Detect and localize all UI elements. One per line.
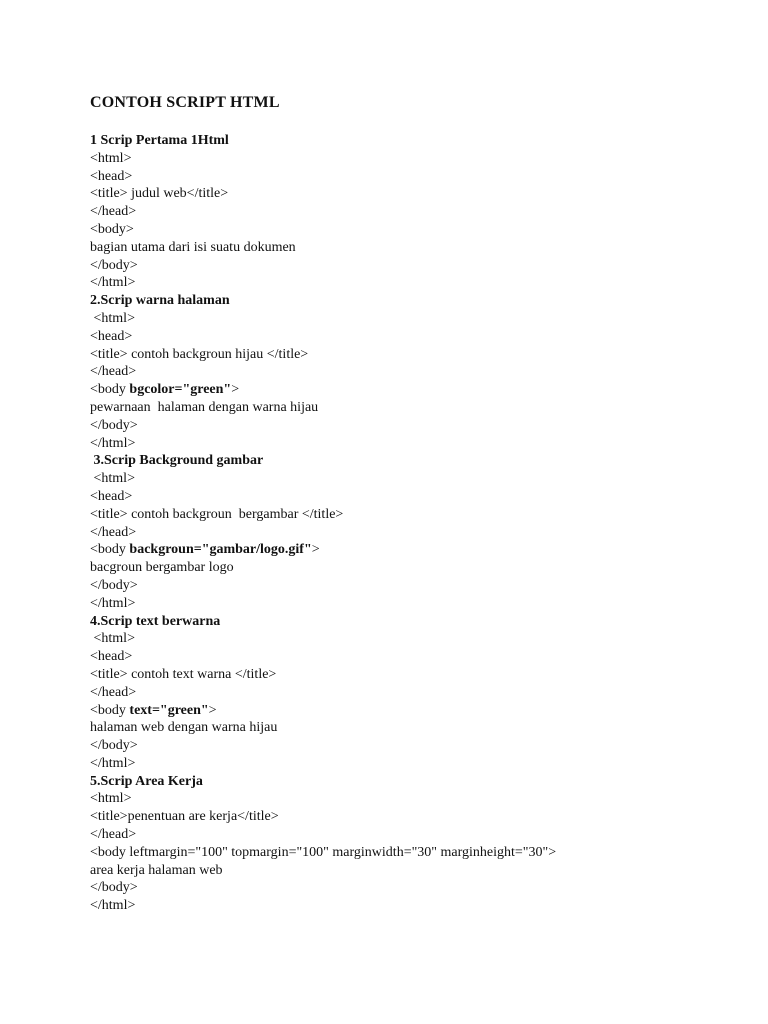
- body-attribute: backgroun="gambar/logo.gif": [129, 542, 312, 558]
- code-line: </head>: [90, 827, 137, 843]
- code-line: <html>: [90, 791, 132, 807]
- code-line: <html>: [90, 631, 135, 647]
- body-tag-line: [90, 381, 730, 399]
- code-line: <html>: [90, 471, 135, 487]
- code-line: </body>: [90, 880, 138, 896]
- code-line: </body>: [90, 738, 138, 754]
- code-line: halaman web dengan warna hijau: [90, 720, 278, 736]
- code-line: <body leftmargin="100" topmargin="100" marginwidth="30" marginheight="30">: [90, 844, 557, 860]
- code-line: bagian utama dari isi suatu dokumen: [90, 239, 296, 255]
- body-attribute: text="green": [129, 702, 209, 718]
- body-tag-prefix: <body: [90, 542, 130, 558]
- code-line: </head>: [90, 204, 137, 220]
- code-line: </body>: [90, 257, 138, 273]
- code-line: area kerja halaman web: [90, 862, 223, 878]
- code-line: pewarnaan halaman dengan warna hijau: [90, 399, 319, 415]
- code-line: </head>: [90, 364, 137, 380]
- code-line: <body>: [90, 221, 134, 237]
- code-line: <title> contoh backgroun hijau </title>: [90, 346, 309, 362]
- section-5-heading: 5.Scrip Area Kerja: [90, 773, 203, 789]
- body-attribute: bgcolor="green": [129, 382, 232, 398]
- code-line: <title> contoh backgroun bergambar </title>: [90, 506, 344, 522]
- body-tag-line: [90, 541, 730, 559]
- code-line: </body>: [90, 577, 138, 593]
- body-tag-suffix: >: [311, 542, 320, 558]
- code-line: </html>: [90, 755, 136, 771]
- code-line: </html>: [90, 898, 136, 914]
- code-line: </body>: [90, 417, 138, 433]
- code-line: <head>: [90, 649, 133, 665]
- code-line: <title>penentuan are kerja</title>: [90, 809, 279, 825]
- section-1-heading: 1 Scrip Pertama 1Html: [90, 133, 229, 148]
- code-line: </html>: [90, 595, 136, 611]
- section-3-heading: 3.Scrip Background gambar: [90, 453, 264, 469]
- body-tag-suffix: >: [208, 702, 217, 718]
- code-line: <html>: [90, 310, 135, 326]
- document-title: CONTOH SCRIPT HTML: [90, 94, 280, 111]
- code-line: </html>: [90, 435, 136, 451]
- code-line: </head>: [90, 524, 137, 540]
- code-line: bacgroun bergambar logo: [90, 560, 234, 576]
- code-line: </head>: [90, 684, 137, 700]
- code-line: <title> judul web</title>: [90, 186, 229, 202]
- body-tag-prefix: <body: [90, 702, 130, 718]
- code-line: <head>: [90, 328, 133, 344]
- code-line: <head>: [90, 168, 133, 184]
- body-tag-prefix: <body: [90, 382, 130, 398]
- code-line: <title> contoh text warna </title>: [90, 666, 277, 682]
- body-tag-suffix: >: [231, 382, 240, 398]
- code-line: <html>: [90, 150, 132, 166]
- document-page: [90, 92, 730, 915]
- code-line: </html>: [90, 275, 136, 291]
- section-4-heading: 4.Scrip text berwarna: [90, 613, 221, 629]
- body-tag-line: [90, 702, 730, 720]
- code-line: <head>: [90, 488, 133, 504]
- section-2-heading: 2.Scrip warna halaman: [90, 293, 230, 309]
